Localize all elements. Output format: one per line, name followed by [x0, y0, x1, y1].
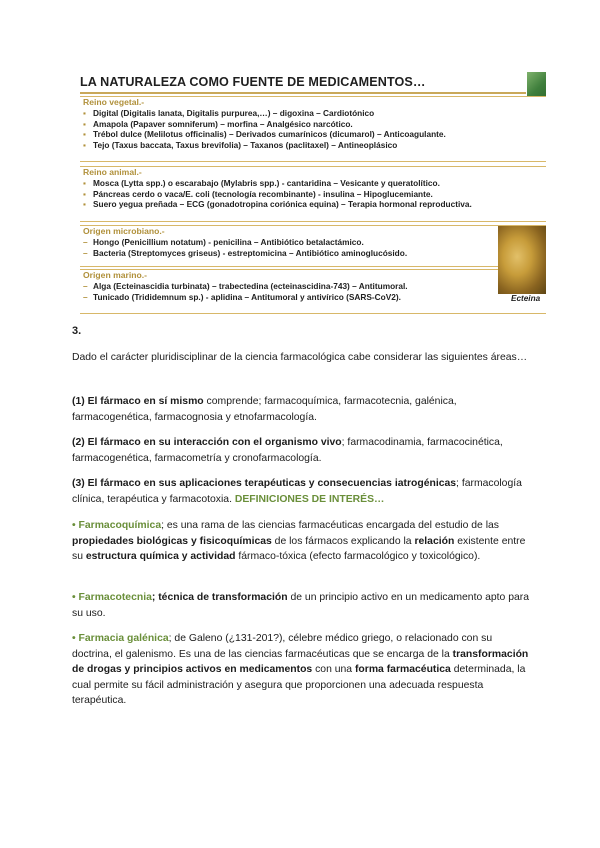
list-item: ▪ Digital (Digitalis lanata, Digitalis purpurea,…) – digoxina – Cardiotónico: [83, 108, 375, 118]
nature-medicines-figure: [80, 72, 546, 314]
title-rule: [80, 92, 526, 94]
list-item: ▪ Páncreas cerdo o vaca/E. coli (tecnología recombinante) - insulina – Hipoglucemiante.: [83, 188, 433, 199]
group-heading: Origen microbiano.-: [83, 226, 165, 236]
list-item: – Tunicado (Trididemnum sp.) - aplidina – Antitumoral y antivírico (SARS-CoV2).: [83, 291, 401, 302]
group-plant-kingdom: [80, 96, 546, 162]
area-3-paragraph: (3) El fármaco en sus aplicaciones terapéuticas y consecuencias iatrogénicas; farmacología clínica, terapéutica y farmacotoxia. DEFINICIONES DE INTERÉS…: [72, 478, 522, 505]
figure-title: LA NATURALEZA COMO FUENTE DE MEDICAMENTOS…: [80, 75, 426, 89]
list-item: ▪ Tejo (Taxus baccata, Taxus brevifolia) – Taxanos (paclitaxel) – Antineoplásico: [83, 139, 398, 150]
list-item: ▪ Mosca (Lytta spp.) o escarabajo (Mylabris spp.) - cantaridina – Vesicante y queratolítico.: [83, 178, 440, 188]
intro-paragraph: Dado el carácter pluridisciplinar de la ciencia farmacológica cabe considerar las siguientes áreas…: [72, 352, 528, 363]
photo-caption: Ecteina: [511, 294, 541, 303]
group-heading: Origen marino.-: [83, 270, 147, 280]
group-marine-origin: [80, 269, 546, 314]
definition-farmacoquimica: • Farmacoquímica; es una rama de las ciencias farmacéuticas encargada del estudio de las propiedades biológicas y fisicoquímicas de los fármacos explicando la relación existente entre su estructura química y actividad fármaco-tóxica (efecto farmacológico y toxicológico).: [72, 520, 526, 562]
list-item: ▪ Trébol dulce (Melilotus officinalis) – Derivados cumarínicos (dicumarol) – Anticoagulante.: [83, 129, 446, 140]
microbe-photo: [498, 226, 546, 294]
section-number: 3.: [72, 325, 82, 337]
area-1-paragraph: (1) El fármaco en sí mismo comprende; farmacoquímica, farmacotecnia, galénica, farmacogenética, farmacognosia y etnofarmacología.: [72, 396, 457, 423]
definitions-heading: DEFINICIONES DE INTERÉS…: [234, 493, 385, 505]
group-heading: Reino vegetal.-: [83, 97, 145, 107]
definition-farmacia-galenica: • Farmacia galénica; de Galeno (¿131-201?), célebre médico griego, o relacionado con su doctrina, el galenismo. Es una de las ciencias farmacéuticas que se encarga de la transformación de drogas y principios activos en medicamentos con una forma farmacéutica determinada, la cual permite su fácil administración y asegura que proporcionen una adecuada respuesta terapéutica.: [72, 633, 529, 706]
list-item: – Hongo (Penicillium notatum) - penicilina – Antibiótico betalactámico.: [83, 237, 364, 247]
list-item: ▪ Amapola (Papaver somniferum) – morfina – Analgésico narcótico.: [83, 118, 353, 129]
list-item: – Bacteria (Streptomyces griseus) - estreptomicina – Antibiótico aminoglucósido.: [83, 247, 408, 258]
group-animal-kingdom: [80, 166, 546, 222]
group-microbial-origin: [80, 225, 546, 267]
definition-farmacotecnia: • Farmacotecnia; técnica de transformación de un principio activo en un medicamento apto para su uso.: [72, 592, 530, 619]
area-2-paragraph: (2) El fármaco en su interacción con el organismo vivo; farmacodinamia, farmacocinética, farmacogenética, farmacometría y cronofarmacología.: [72, 437, 503, 464]
list-item: – Alga (Ecteinascidia turbinata) – trabectedina (ecteinascidina-743) – Antitumoral.: [83, 281, 408, 291]
list-item: ▪ Suero yegua preñada – ECG (gonadotropina coriónica equina) – Terapia hormonal reproductiva.: [83, 199, 472, 210]
group-heading: Reino animal.-: [83, 167, 142, 177]
